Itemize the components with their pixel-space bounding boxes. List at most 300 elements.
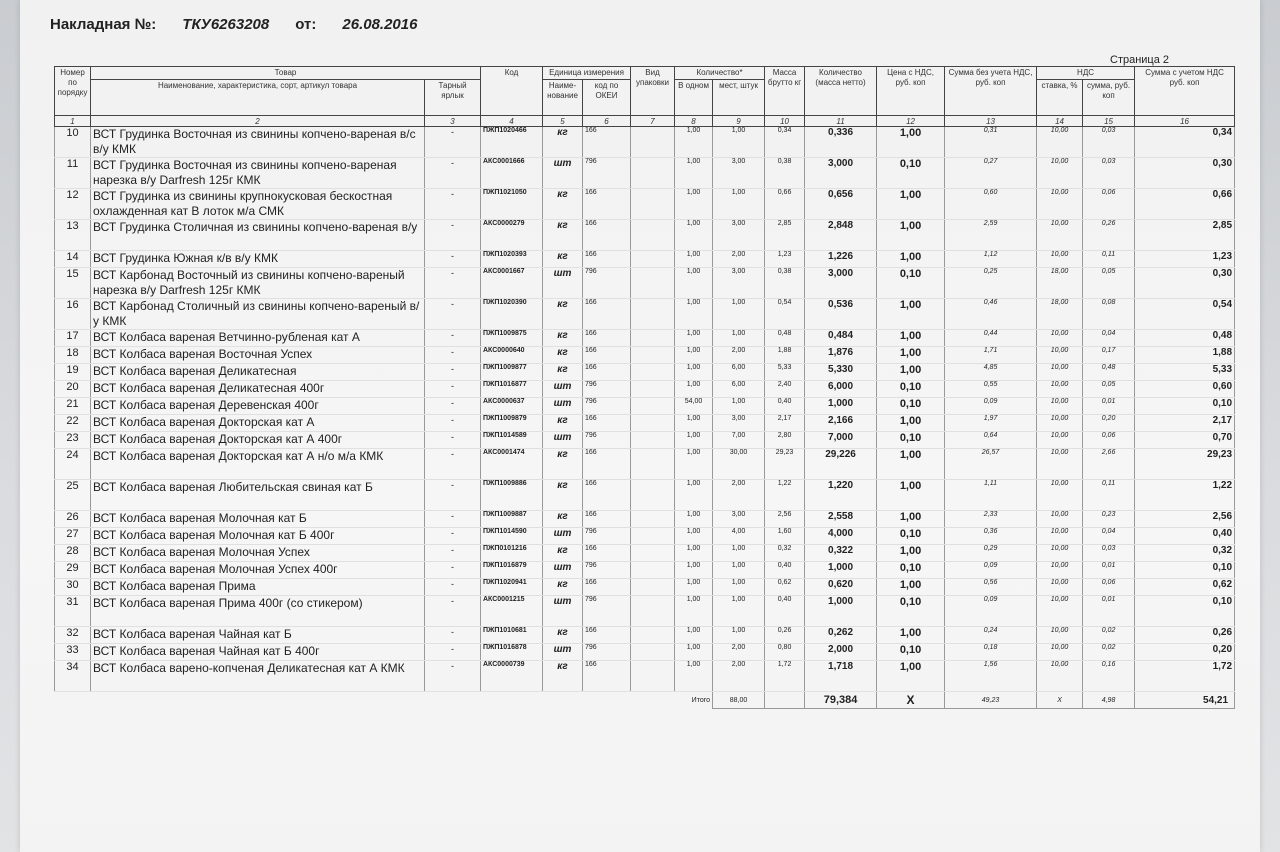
vat-rate: 10,00	[1037, 432, 1083, 449]
pack-type	[631, 661, 675, 692]
vat-rate: 10,00	[1037, 449, 1083, 480]
net-quantity: 1,876	[805, 347, 877, 364]
unit-name: кг	[543, 189, 583, 220]
unit-name: шт	[543, 562, 583, 579]
pack-type	[631, 511, 675, 528]
sum-with-vat: 0,48	[1135, 330, 1235, 347]
vat-rate: 10,00	[1037, 528, 1083, 545]
product-name: ВСТ Грудинка Восточная из свинины копчено-вареная в/с в/у КМК	[91, 127, 425, 158]
vat-rate: 10,00	[1037, 545, 1083, 562]
table-row	[55, 381, 1235, 398]
column-number: 4	[481, 116, 543, 127]
vat-sum: 0,48	[1083, 364, 1135, 381]
row-number: 34	[55, 661, 91, 692]
net-quantity: 1,000	[805, 596, 877, 627]
page-label: Страница 2	[1110, 54, 1170, 66]
col-qty-group: Количество*	[675, 67, 765, 80]
vat-rate: 10,00	[1037, 189, 1083, 220]
invoice-table-wrap	[54, 66, 1234, 709]
gross-mass: 1,72	[765, 661, 805, 692]
tare-label: -	[425, 661, 481, 692]
gross-mass: 1,60	[765, 528, 805, 545]
sum-without-vat: 1,56	[945, 661, 1037, 692]
row-number: 19	[55, 364, 91, 381]
vat-sum: 0,04	[1083, 528, 1135, 545]
vat-sum: 0,01	[1083, 596, 1135, 627]
tare-label: -	[425, 627, 481, 644]
vat-sum: 0,26	[1083, 220, 1135, 251]
vat-sum: 0,04	[1083, 330, 1135, 347]
tare-label: -	[425, 415, 481, 432]
okei-code: 166	[583, 661, 631, 692]
product-code: ПЖП1010681	[481, 627, 543, 644]
vat-rate: 10,00	[1037, 511, 1083, 528]
vat-rate: 10,00	[1037, 381, 1083, 398]
product-code: ПЖП1009879	[481, 415, 543, 432]
qty-places: 6,00	[713, 364, 765, 381]
net-quantity: 2,558	[805, 511, 877, 528]
pack-type	[631, 596, 675, 627]
vat-rate: 10,00	[1037, 596, 1083, 627]
product-name: ВСТ Грудинка Столичная из свинины копчено-вареная в/у	[91, 220, 425, 251]
vat-rate: 10,00	[1037, 251, 1083, 268]
net-quantity: 4,000	[805, 528, 877, 545]
product-code: ПЖП1014590	[481, 528, 543, 545]
gross-mass: 0,48	[765, 330, 805, 347]
product-code: ПЖП1009887	[481, 511, 543, 528]
okei-code: 796	[583, 398, 631, 415]
row-number: 27	[55, 528, 91, 545]
sum-without-vat: 0,31	[945, 127, 1037, 158]
unit-name: кг	[543, 627, 583, 644]
sum-without-vat: 0,64	[945, 432, 1037, 449]
tare-label: -	[425, 579, 481, 596]
table-row	[55, 511, 1235, 528]
qty-places: 3,00	[713, 511, 765, 528]
price-with-vat: 1,00	[877, 251, 945, 268]
row-number: 17	[55, 330, 91, 347]
product-code: ПЖП1016878	[481, 644, 543, 661]
unit-name: шт	[543, 381, 583, 398]
unit-name: кг	[543, 449, 583, 480]
qty-in-one: 1,00	[675, 596, 713, 627]
tare-label: -	[425, 398, 481, 415]
qty-in-one: 1,00	[675, 661, 713, 692]
col-goods-group: Товар	[91, 67, 481, 80]
sum-without-vat: 0,24	[945, 627, 1037, 644]
price-with-vat: 1,00	[877, 415, 945, 432]
pack-type	[631, 268, 675, 299]
totals-label: Итого	[691, 696, 711, 704]
gross-mass: 0,38	[765, 158, 805, 189]
unit-name: кг	[543, 480, 583, 511]
vat-sum: 0,01	[1083, 562, 1135, 579]
sum-without-vat: 0,44	[945, 330, 1037, 347]
product-code: ПЖП1020466	[481, 127, 543, 158]
totals-sum-novat: 49,23	[945, 692, 1037, 709]
col-pack: Вид упаковки	[631, 67, 675, 116]
price-with-vat: 0,10	[877, 398, 945, 415]
tare-label: -	[425, 545, 481, 562]
row-number: 15	[55, 268, 91, 299]
sum-without-vat: 0,25	[945, 268, 1037, 299]
price-with-vat: 0,10	[877, 268, 945, 299]
gross-mass: 0,34	[765, 127, 805, 158]
sum-without-vat: 1,11	[945, 480, 1037, 511]
column-number: 12	[877, 116, 945, 127]
row-number: 31	[55, 596, 91, 627]
table-row	[55, 251, 1235, 268]
unit-name: шт	[543, 432, 583, 449]
row-number: 29	[55, 562, 91, 579]
qty-places: 2,00	[713, 480, 765, 511]
sum-without-vat: 0,36	[945, 528, 1037, 545]
okei-code: 796	[583, 381, 631, 398]
gross-mass: 1,23	[765, 251, 805, 268]
okei-code: 796	[583, 268, 631, 299]
vat-rate: 10,00	[1037, 158, 1083, 189]
vat-rate: 10,00	[1037, 562, 1083, 579]
qty-places: 1,00	[713, 627, 765, 644]
vat-sum: 0,03	[1083, 158, 1135, 189]
qty-places: 6,00	[713, 381, 765, 398]
tare-label: -	[425, 644, 481, 661]
okei-code: 166	[583, 579, 631, 596]
qty-in-one: 1,00	[675, 381, 713, 398]
price-with-vat: 1,00	[877, 220, 945, 251]
price-with-vat: 1,00	[877, 330, 945, 347]
tare-label: -	[425, 480, 481, 511]
tare-label: -	[425, 127, 481, 158]
qty-places: 1,00	[713, 299, 765, 330]
row-number: 24	[55, 449, 91, 480]
vat-rate: 10,00	[1037, 364, 1083, 381]
invoice-table	[54, 66, 1235, 709]
vat-sum: 0,06	[1083, 189, 1135, 220]
pack-type	[631, 330, 675, 347]
okei-code: 796	[583, 596, 631, 627]
invoice-date: 26.08.2016	[342, 16, 418, 33]
vat-sum: 0,03	[1083, 545, 1135, 562]
col-sum-novat: Сумма без учета НДС, руб. коп	[945, 67, 1037, 116]
vat-sum: 0,11	[1083, 251, 1135, 268]
pack-type	[631, 220, 675, 251]
tare-label: -	[425, 381, 481, 398]
product-code: ПЖП1020941	[481, 579, 543, 596]
qty-places: 3,00	[713, 415, 765, 432]
net-quantity: 3,000	[805, 158, 877, 189]
sum-with-vat: 0,30	[1135, 158, 1235, 189]
qty-places: 2,00	[713, 644, 765, 661]
totals-net: 79,384	[805, 692, 877, 709]
gross-mass: 0,40	[765, 562, 805, 579]
vat-sum: 0,16	[1083, 661, 1135, 692]
qty-places: 1,00	[713, 127, 765, 158]
pack-type	[631, 364, 675, 381]
net-quantity: 29,226	[805, 449, 877, 480]
table-row	[55, 661, 1235, 692]
tare-label: -	[425, 511, 481, 528]
tare-label: -	[425, 158, 481, 189]
sum-with-vat: 0,62	[1135, 579, 1235, 596]
product-code: АКС0000640	[481, 347, 543, 364]
gross-mass: 2,80	[765, 432, 805, 449]
okei-code: 796	[583, 562, 631, 579]
sum-with-vat: 0,70	[1135, 432, 1235, 449]
pack-type	[631, 127, 675, 158]
net-quantity: 0,656	[805, 189, 877, 220]
sum-with-vat: 2,17	[1135, 415, 1235, 432]
qty-in-one: 1,00	[675, 364, 713, 381]
table-row	[55, 268, 1235, 299]
net-quantity: 0,322	[805, 545, 877, 562]
okei-code: 796	[583, 158, 631, 189]
net-quantity: 0,336	[805, 127, 877, 158]
table-row	[55, 596, 1235, 627]
tare-label: -	[425, 596, 481, 627]
product-code: АКС0001667	[481, 268, 543, 299]
product-name: ВСТ Колбаса вареная Чайная кат Б 400г	[91, 644, 425, 661]
product-code: ПЖП1020390	[481, 299, 543, 330]
totals-places: 88,00	[713, 692, 765, 709]
sum-without-vat: 0,29	[945, 545, 1037, 562]
sum-with-vat: 0,54	[1135, 299, 1235, 330]
row-number: 12	[55, 189, 91, 220]
product-name: ВСТ Карбонад Восточный из свинины копчено-вареный нарезка в/у Darfresh 125г КМК	[91, 268, 425, 299]
qty-in-one: 1,00	[675, 268, 713, 299]
okei-code: 796	[583, 432, 631, 449]
net-quantity: 1,000	[805, 398, 877, 415]
column-number: 14	[1037, 116, 1083, 127]
col-qty-places: мест, штук	[713, 80, 765, 116]
vat-rate: 10,00	[1037, 347, 1083, 364]
unit-name: кг	[543, 299, 583, 330]
vat-sum: 2,66	[1083, 449, 1135, 480]
col-qty-one: В одном	[675, 80, 713, 116]
qty-places: 1,00	[713, 596, 765, 627]
sum-with-vat: 2,56	[1135, 511, 1235, 528]
tare-label: -	[425, 220, 481, 251]
product-name: ВСТ Колбаса вареная Докторская кат А 400г	[91, 432, 425, 449]
date-label: от:	[295, 16, 317, 33]
qty-places: 30,00	[713, 449, 765, 480]
product-name: ВСТ Колбаса вареная Деликатесная	[91, 364, 425, 381]
totals-vat-sum: 4,98	[1083, 692, 1135, 709]
sum-without-vat: 0,27	[945, 158, 1037, 189]
qty-in-one: 1,00	[675, 127, 713, 158]
unit-name: кг	[543, 251, 583, 268]
sum-without-vat: 1,97	[945, 415, 1037, 432]
qty-places: 3,00	[713, 158, 765, 189]
gross-mass: 0,66	[765, 189, 805, 220]
gross-mass: 0,40	[765, 398, 805, 415]
totals-price: X	[877, 692, 945, 709]
tare-label: -	[425, 449, 481, 480]
vat-sum: 0,20	[1083, 415, 1135, 432]
price-with-vat: 1,00	[877, 579, 945, 596]
totals-row	[55, 692, 1235, 709]
col-net: Количество (масса нетто)	[805, 67, 877, 116]
totals-gross	[765, 692, 805, 709]
unit-name: кг	[543, 127, 583, 158]
vat-sum: 0,05	[1083, 268, 1135, 299]
unit-name: кг	[543, 415, 583, 432]
qty-in-one: 1,00	[675, 511, 713, 528]
sum-with-vat: 1,22	[1135, 480, 1235, 511]
tare-label: -	[425, 330, 481, 347]
sum-without-vat: 1,12	[945, 251, 1037, 268]
sum-without-vat: 0,18	[945, 644, 1037, 661]
unit-name: шт	[543, 596, 583, 627]
product-name: ВСТ Колбаса вареная Докторская кат А	[91, 415, 425, 432]
sum-with-vat: 0,26	[1135, 627, 1235, 644]
qty-places: 1,00	[713, 579, 765, 596]
net-quantity: 1,226	[805, 251, 877, 268]
okei-code: 166	[583, 299, 631, 330]
product-code: АКС0000637	[481, 398, 543, 415]
product-code: АКС0000279	[481, 220, 543, 251]
unit-name: кг	[543, 330, 583, 347]
okei-code: 166	[583, 251, 631, 268]
net-quantity: 0,620	[805, 579, 877, 596]
col-unit-group: Единица измерения	[543, 67, 631, 80]
net-quantity: 5,330	[805, 364, 877, 381]
qty-in-one: 1,00	[675, 480, 713, 511]
okei-code: 796	[583, 528, 631, 545]
vat-rate: 10,00	[1037, 330, 1083, 347]
col-code: Код	[481, 67, 543, 116]
invoice-sheet	[20, 0, 1260, 852]
product-name: ВСТ Колбаса вареная Ветчинно-рубленая кат А	[91, 330, 425, 347]
table-row	[55, 415, 1235, 432]
qty-in-one: 1,00	[675, 158, 713, 189]
pack-type	[631, 381, 675, 398]
qty-in-one: 1,00	[675, 415, 713, 432]
gross-mass: 0,40	[765, 596, 805, 627]
sum-without-vat: 1,71	[945, 347, 1037, 364]
row-number: 33	[55, 644, 91, 661]
okei-code: 796	[583, 644, 631, 661]
okei-code: 166	[583, 627, 631, 644]
product-code: АКС0001474	[481, 449, 543, 480]
product-name: ВСТ Колбаса вареная Любительская свиная кат Б	[91, 480, 425, 511]
col-gross: Масса брутто кг	[765, 67, 805, 116]
product-code: ПЖП1009877	[481, 364, 543, 381]
sum-with-vat: 0,20	[1135, 644, 1235, 661]
col-tare: Тарный ярлык	[425, 80, 481, 116]
qty-places: 7,00	[713, 432, 765, 449]
col-sum-vat: Сумма с учетом НДС руб. коп	[1135, 67, 1235, 116]
unit-name: кг	[543, 661, 583, 692]
tare-label: -	[425, 299, 481, 330]
vat-rate: 10,00	[1037, 480, 1083, 511]
price-with-vat: 0,10	[877, 528, 945, 545]
qty-places: 3,00	[713, 220, 765, 251]
pack-type	[631, 251, 675, 268]
net-quantity: 0,536	[805, 299, 877, 330]
col-unit-name: Наиме-нование	[543, 80, 583, 116]
qty-places: 1,00	[713, 545, 765, 562]
qty-in-one: 1,00	[675, 330, 713, 347]
vat-sum: 0,23	[1083, 511, 1135, 528]
row-number: 32	[55, 627, 91, 644]
tare-label: -	[425, 562, 481, 579]
column-number: 6	[583, 116, 631, 127]
okei-code: 166	[583, 220, 631, 251]
tare-label: -	[425, 432, 481, 449]
sum-without-vat: 0,09	[945, 562, 1037, 579]
qty-in-one: 1,00	[675, 562, 713, 579]
vat-rate: 10,00	[1037, 127, 1083, 158]
product-name: ВСТ Грудинка из свинины крупнокусковая бескостная охлажденная кат В лоток м/а СМК	[91, 189, 425, 220]
table-row	[55, 299, 1235, 330]
col-no: Номер по порядку	[55, 67, 91, 116]
sum-with-vat: 1,72	[1135, 661, 1235, 692]
column-number: 2	[91, 116, 425, 127]
product-name: ВСТ Колбаса варено-копченая Деликатесная кат А КМК	[91, 661, 425, 692]
gross-mass: 0,26	[765, 627, 805, 644]
okei-code: 166	[583, 189, 631, 220]
qty-in-one: 1,00	[675, 189, 713, 220]
net-quantity: 0,484	[805, 330, 877, 347]
net-quantity: 2,166	[805, 415, 877, 432]
column-number: 9	[713, 116, 765, 127]
column-number: 16	[1135, 116, 1235, 127]
okei-code: 166	[583, 511, 631, 528]
column-number: 13	[945, 116, 1037, 127]
okei-code: 166	[583, 545, 631, 562]
vat-rate: 10,00	[1037, 220, 1083, 251]
qty-in-one: 1,00	[675, 299, 713, 330]
tare-label: -	[425, 528, 481, 545]
table-row	[55, 449, 1235, 480]
price-with-vat: 0,10	[877, 562, 945, 579]
table-row	[55, 432, 1235, 449]
table-row	[55, 158, 1235, 189]
pack-type	[631, 480, 675, 511]
tare-label: -	[425, 268, 481, 299]
okei-code: 166	[583, 480, 631, 511]
unit-name: шт	[543, 268, 583, 299]
net-quantity: 3,000	[805, 268, 877, 299]
product-name: ВСТ Колбаса вареная Чайная кат Б	[91, 627, 425, 644]
invoice-header	[50, 16, 417, 33]
price-with-vat: 1,00	[877, 480, 945, 511]
row-number: 13	[55, 220, 91, 251]
gross-mass: 2,85	[765, 220, 805, 251]
pack-type	[631, 158, 675, 189]
okei-code: 166	[583, 347, 631, 364]
okei-code: 166	[583, 127, 631, 158]
price-with-vat: 1,00	[877, 189, 945, 220]
column-number: 11	[805, 116, 877, 127]
row-number: 25	[55, 480, 91, 511]
product-code: ПЖП1020393	[481, 251, 543, 268]
price-with-vat: 1,00	[877, 299, 945, 330]
col-okei: код по ОКЕИ	[583, 80, 631, 116]
price-with-vat: 0,10	[877, 432, 945, 449]
okei-code: 166	[583, 364, 631, 381]
vat-sum: 0,02	[1083, 644, 1135, 661]
okei-code: 166	[583, 449, 631, 480]
product-name: ВСТ Грудинка Восточная из свинины копчено-вареная нарезка в/у Darfresh 125г КМК	[91, 158, 425, 189]
table-row	[55, 330, 1235, 347]
sum-with-vat: 2,85	[1135, 220, 1235, 251]
net-quantity: 1,718	[805, 661, 877, 692]
table-row	[55, 644, 1235, 661]
pack-type	[631, 449, 675, 480]
col-vat-sum: сумма, руб. коп	[1083, 80, 1135, 116]
